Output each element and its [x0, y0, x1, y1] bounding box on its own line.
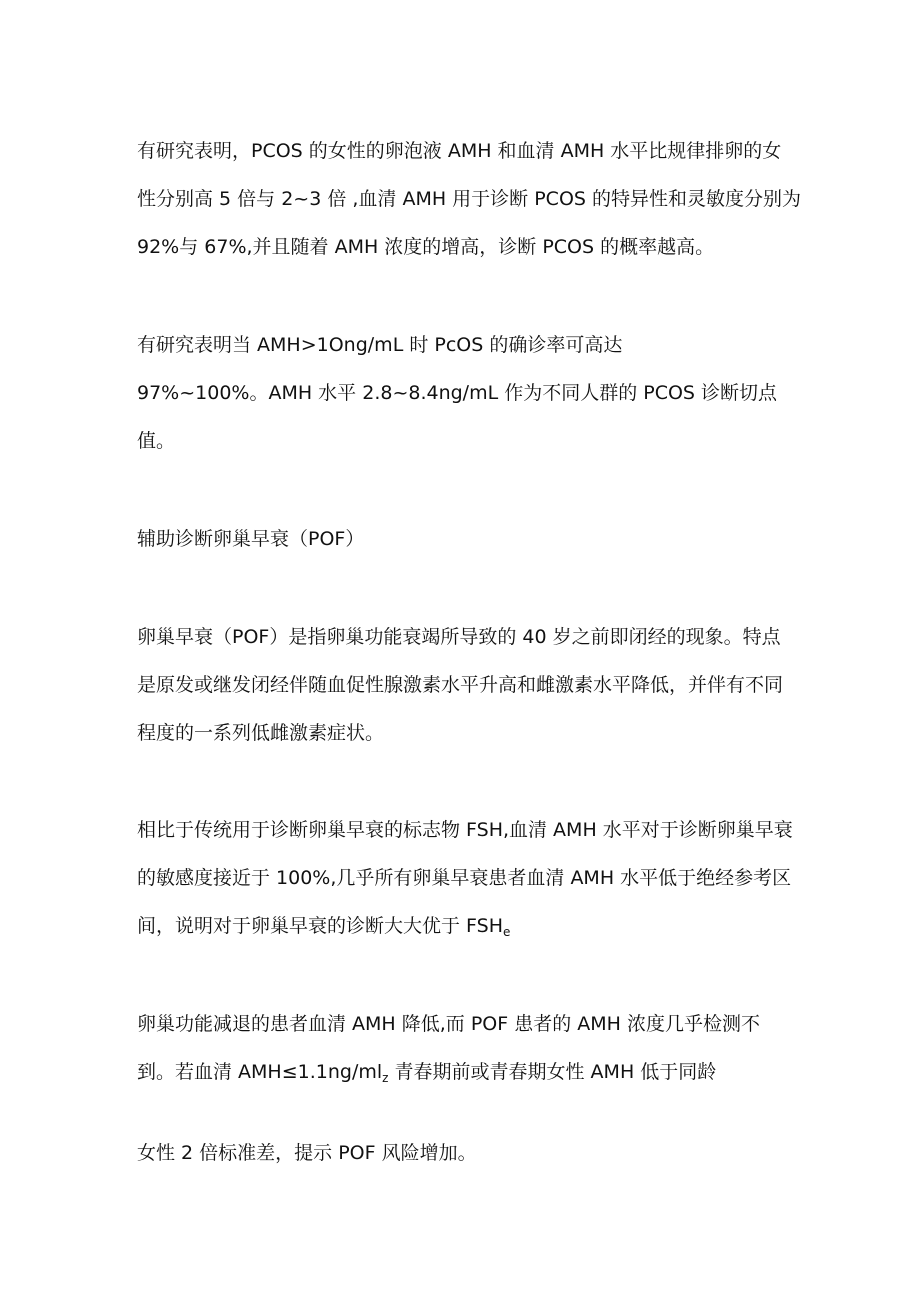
paragraph-4-line-2: 的敏感度接近于 100%,几乎所有卵巢早衰患者血清 AMH 水平低于绝经参考区 — [137, 867, 792, 889]
paragraph-5-line-2-tail: 青春期前或青春期女性 AMH 低于同龄 — [388, 1061, 717, 1083]
paragraph-5-line-2-subscript: z — [382, 1071, 389, 1085]
paragraph-1-line-3: 92%与 67%,并且随着 AMH 浓度的增高，诊断 PCOS 的概率越高。 — [137, 236, 715, 258]
paragraph-6-line-1: 女性 2 倍标准差，提示 POF 风险增加。 — [137, 1142, 477, 1164]
paragraph-4-line-3 — [137, 913, 510, 945]
section-heading-pof: 辅助诊断卵巢早衰（POF） — [137, 528, 365, 550]
paragraph-3-line-2: 是原发或继发闭经伴随血促性腺激素水平升高和雌激素水平降低，并伴有不同 — [137, 674, 784, 696]
paragraph-4-line-3-subscript: e — [502, 925, 511, 939]
paragraph-2-line-3: 值。 — [137, 430, 176, 452]
paragraph-2-line-2: 97%~100%。AMH 水平 2.8~8.4ng∕mL 作为不同人群的 PCOS 诊断切点 — [137, 382, 778, 404]
paragraph-4-line-3-text: 间，说明对于卵巢早衰的诊断大大优于 FSH — [137, 915, 503, 937]
paragraph-5-line-2 — [137, 1059, 716, 1091]
paragraph-5-line-1: 卵巢功能减退的患者血清 AMH 降低,而 POF 患者的 AMH 浓度几乎检测不 — [137, 1013, 760, 1035]
paragraph-2-line-1: 有研究表明当 AMH>1Ong∕mL 时 PcOS 的确诊率可高达 — [137, 334, 623, 356]
paragraph-1-line-2: 性分别高 5 倍与 2~3 倍 ,血清 AMH 用于诊断 PCOS 的特异性和灵敏度分别为 — [137, 188, 801, 210]
paragraph-5-line-2-text: 到。若血清 AMH≤1.1ng∕ml — [137, 1061, 383, 1083]
paragraph-3-line-1: 卵巢早衰（POF）是指卵巢功能衰竭所导致的 40 岁之前即闭经的现象。特点 — [137, 626, 781, 648]
paragraph-3-line-3: 程度的一系列低雌激素症状。 — [137, 722, 385, 744]
paragraph-1-line-1: 有研究表明，PCOS 的女性的卵泡液 AMH 和血清 AMH 水平比规律排卵的女 — [137, 140, 782, 162]
paragraph-4-line-1: 相比于传统用于诊断卵巢早衰的标志物 FSH,血清 AMH 水平对于诊断卵巢早衰 — [137, 819, 793, 841]
